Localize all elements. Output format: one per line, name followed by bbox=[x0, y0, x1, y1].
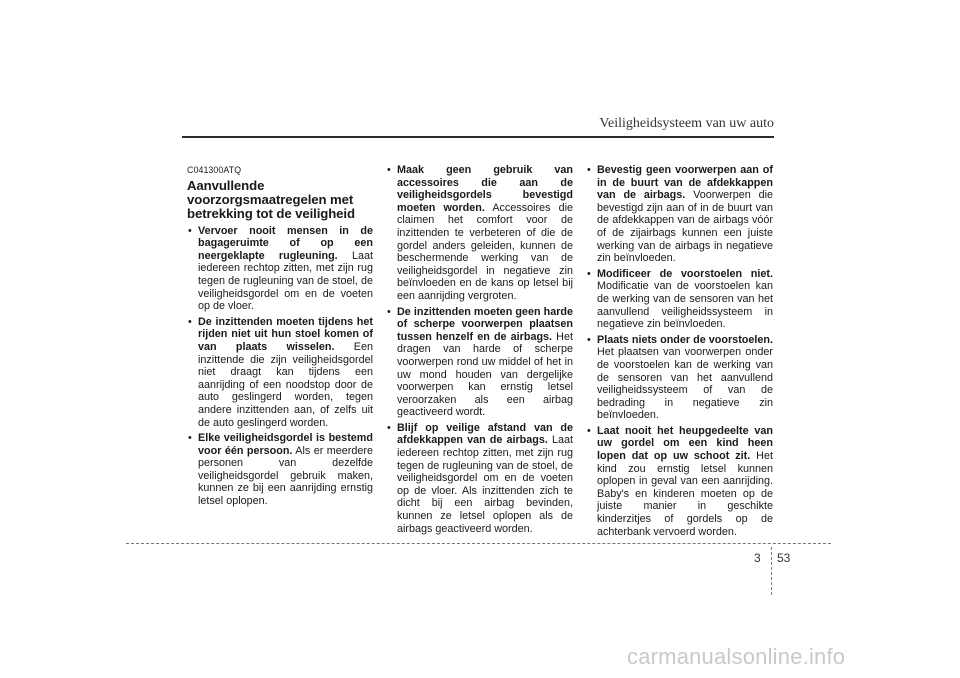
bullet-list-3 bbox=[586, 164, 773, 538]
list-item-bold: De inzittenden moeten tijdens het rijden niet uit hun stoel komen of van plaats wisselen. bbox=[198, 315, 373, 353]
page-header-title: Veiligheidsysteem van uw auto bbox=[599, 116, 774, 131]
page-number: 53 bbox=[777, 551, 791, 565]
column-1 bbox=[187, 164, 373, 511]
list-item bbox=[187, 316, 373, 429]
section-heading: Aanvullende voorzorgsmaatregelen met betrekking tot de veiligheid bbox=[187, 177, 355, 221]
list-item-text: Voorwerpen die bevestigd zijn aan of in de buurt van de afdekkappen van de airbags vóór of de zijairbags kunnen een juiste werking van de airbags in negatieve zin beïnvloeden. bbox=[597, 189, 773, 265]
list-item bbox=[586, 334, 773, 422]
list-item bbox=[586, 164, 773, 265]
list-item-text: Een inzittende die zijn veiligheidsgordel niet draagt kan tijdens een aanrijding of een noodstop door de auto geslingerd worden, tegen andere inzittenden aan, of zelfs uit de auto geslingerd worden. bbox=[198, 340, 373, 429]
bullet-list-2 bbox=[386, 164, 573, 535]
list-item-text: Laat iedereen rechtop zitten, met zijn rug tegen de rugleuning van de stoel, de veiligheidsgordel om en de voeten op de vloer. Als inzittenden zich te dicht bij een airbag bevinden, kunnen ze letsel oplopen als de airbags geactiveerd worden. bbox=[397, 434, 573, 535]
list-item-bold: Plaats niets onder de voorstoelen. bbox=[597, 333, 773, 346]
page-number-divider bbox=[771, 547, 772, 595]
list-item bbox=[586, 425, 773, 538]
list-item-bold: Blijf op veilige afstand van de afdekkappen van de airbags. bbox=[397, 421, 573, 447]
list-item bbox=[386, 422, 573, 535]
list-item-bold: De inzittenden moeten geen harde of scherpe voorwerpen plaatsen tussen henzelf en de airbags. bbox=[397, 305, 573, 343]
list-item-text: Als er meerdere personen van dezelfde veiligheidsgordel gebruik maken, kunnen ze bij een aanrijding ernstig letsel oplopen. bbox=[198, 444, 373, 508]
list-item-text: Modificatie van de voorstoelen kan de werking van de sensoren van het aanvullend veiligheidssysteem in negatieve zin beïnvloeden. bbox=[597, 280, 773, 331]
column-3 bbox=[586, 164, 773, 541]
list-item-text: Het dragen van harde of scherpe voorwerpen rond uw middel of het in uw mond houden van dergelijke voorwerpen kan ernstig letsel veroorzaken als een airbag geactiveerd wordt. bbox=[397, 330, 573, 419]
list-item-bold: Vervoer nooit mensen in de bagageruimte of op een neergeklapte rugleuning. bbox=[198, 224, 373, 262]
list-item-text: Laat iedereen rechtop zitten, met zijn rug tegen de rugleuning van de stoel, de veiligheidsgordel om en de voeten op de vloer. bbox=[198, 249, 373, 313]
bullet-list-1 bbox=[187, 225, 373, 508]
section-code: C041300ATQ bbox=[187, 165, 242, 175]
list-item-bold: Laat nooit het heupgedeelte van uw gordel om een kind heen lopen dat op uw schoot zit. bbox=[597, 424, 773, 463]
list-item bbox=[187, 432, 373, 508]
list-item-text: Het kind zou ernstig letsel kunnen oplopen in geval van een aanrijding. Baby's en kinderen moeten op de juiste manier in geschikte kinderzitjes of gordels op de achterbank vervoerd worden. bbox=[597, 450, 773, 538]
list-item bbox=[386, 306, 573, 419]
list-item-bold: Modificeer de voorstoelen niet. bbox=[597, 267, 773, 280]
list-item bbox=[187, 225, 373, 313]
list-item bbox=[586, 268, 773, 331]
list-item-bold: Bevestig geen voorwerpen aan of in de buurt van de afdekkappen van de airbags. bbox=[597, 164, 773, 202]
list-item-text: Het plaatsen van voorwerpen onder de voorstoelen kan de werking van de sensoren van het aanvullend veiligheidssysteem of van de bedrading in negatieve zin beïnvloeden. bbox=[597, 346, 773, 422]
watermark-text: carmanualsonline.info bbox=[627, 644, 846, 669]
column-2 bbox=[386, 164, 573, 538]
list-item-bold: Maak geen gebruik van accessoires die aan de veiligheidsgordels bevestigd moeten worden. bbox=[397, 164, 573, 214]
section-number: 3 bbox=[754, 551, 761, 565]
list-item bbox=[386, 164, 573, 303]
list-item-text: Accessoires die claimen het comfort voor de inzittenden te verbeteren of die de gordel anders geleiden, kunnen de beschermende werking van de veiligheidsgordel in negatieve zin beïnvloeden en de kans op letsel bij een aanrijding vergroten. bbox=[397, 201, 573, 302]
footer-rule bbox=[126, 543, 831, 544]
list-item-bold: Elke veiligheidsgordel is bestemd voor één persoon. bbox=[198, 432, 373, 457]
header-rule bbox=[182, 136, 774, 138]
